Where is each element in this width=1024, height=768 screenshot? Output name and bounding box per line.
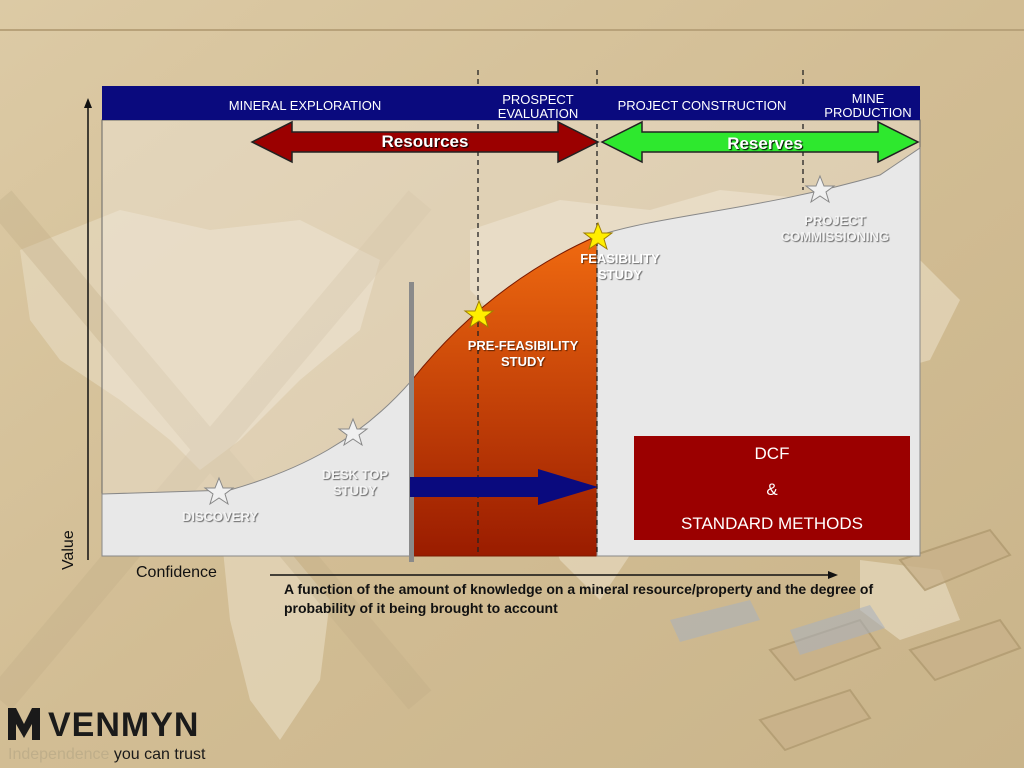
reserves-label: Reserves <box>727 134 803 153</box>
resources-label: Resources <box>381 132 469 151</box>
dcf-box <box>634 436 910 540</box>
stage-commissioning: PROJECT COMMISSIONING <box>780 213 890 244</box>
tagline-light: Independence <box>8 746 110 763</box>
tagline <box>8 746 206 764</box>
separator-bar <box>409 282 414 562</box>
phase-prospect: PROSPECT EVALUATION <box>497 92 579 121</box>
y-axis-arrowhead <box>84 98 92 108</box>
logo-text: VENMYN <box>48 706 200 744</box>
stage-desktop: DESK TOP STUDY <box>321 467 389 498</box>
x-axis-label: Confidence <box>136 564 217 581</box>
phase-exploration: MINERAL EXPLORATION <box>228 98 382 113</box>
x-axis-arrowhead <box>828 571 838 579</box>
dcf-line3: STANDARD METHODS <box>681 514 863 533</box>
tagline-dark: you can trust <box>113 746 206 763</box>
phase-construction: PROJECT CONSTRUCTION <box>617 98 787 113</box>
stage-discovery: DISCOVERY <box>181 509 259 524</box>
caption: A function of the amount of knowledge on a mineral resource/property and the degree of probability of it being brought to account <box>284 581 874 616</box>
venmyn-logo-icon <box>8 708 40 740</box>
stage-prefeasibility: PRE-FEASIBILITY STUDY <box>467 338 579 369</box>
stage-feasibility: FEASIBILITY STUDY <box>580 251 660 282</box>
phase-production: MINE PRODUCTION <box>824 91 912 120</box>
dcf-line1: DCF <box>754 444 790 463</box>
dcf-line2: & <box>766 480 778 499</box>
y-axis-label: Value <box>60 530 77 570</box>
